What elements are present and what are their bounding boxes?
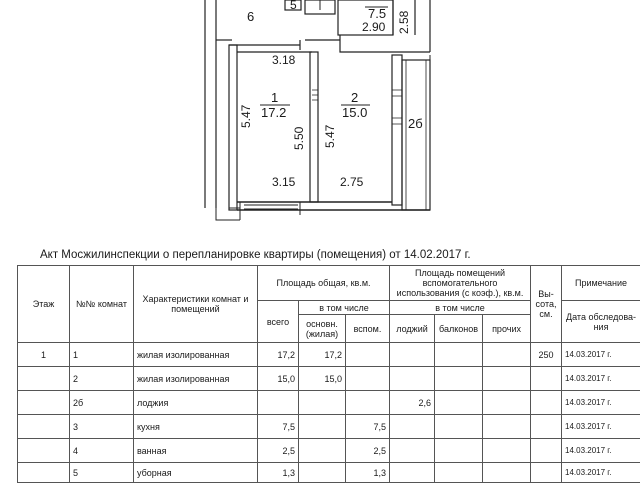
- cell-floor: [18, 439, 70, 463]
- cell-total: 1,3: [258, 463, 299, 483]
- cell-total: 15,0: [258, 367, 299, 391]
- cell-balcony: [435, 415, 483, 439]
- room-2-area: 15.0: [342, 105, 367, 120]
- cell-date: 14.03.2017 г.: [562, 391, 640, 415]
- header-aux-area: Площадь помещений вспомогательного использования (с коэф.), кв.м.: [390, 266, 531, 301]
- cell-aux: 1,3: [346, 463, 390, 483]
- cell-aux: 2,5: [346, 439, 390, 463]
- table-row: [18, 415, 640, 439]
- cell-room-no: 4: [70, 439, 134, 463]
- dim-room1-right: 5.50: [292, 126, 306, 150]
- cell-desc: жилая изолированная: [134, 343, 258, 367]
- cell-total: 2,5: [258, 439, 299, 463]
- cell-date: 14.03.2017 г.: [562, 415, 640, 439]
- cell-floor: [18, 415, 70, 439]
- cell-aux: [346, 343, 390, 367]
- table-row: [18, 391, 640, 415]
- cell-desc: уборная: [134, 463, 258, 483]
- cell-other: [483, 343, 531, 367]
- table-row: [18, 367, 640, 391]
- cell-room-no: 1: [70, 343, 134, 367]
- dim-kitchen-side: 2.58: [397, 10, 411, 34]
- room-2-number: 2: [351, 90, 358, 105]
- cell-height: [531, 415, 562, 439]
- cell-aux: [346, 391, 390, 415]
- header-note: Примечание: [562, 266, 640, 301]
- header-total: всего: [258, 301, 299, 343]
- cell-balcony: [435, 391, 483, 415]
- cell-height: [531, 391, 562, 415]
- cell-floor: [18, 367, 70, 391]
- cell-main: [299, 391, 346, 415]
- cell-loggia: [390, 439, 435, 463]
- rooms-table: [17, 265, 640, 483]
- cell-main: [299, 439, 346, 463]
- dim-room1-bottom: 3.15: [272, 175, 296, 189]
- cell-loggia: 2,6: [390, 391, 435, 415]
- dim-room2-bottom: 2.75: [340, 175, 364, 189]
- cell-other: [483, 415, 531, 439]
- cell-loggia: [390, 415, 435, 439]
- cell-desc: лоджия: [134, 391, 258, 415]
- cell-aux: 7,5: [346, 415, 390, 439]
- header-floor: Этаж: [18, 266, 70, 343]
- cell-height: 250: [531, 343, 562, 367]
- cell-loggia: [390, 367, 435, 391]
- table-row: [18, 343, 640, 367]
- cell-balcony: [435, 439, 483, 463]
- cell-desc: кухня: [134, 415, 258, 439]
- cell-main: 15,0: [299, 367, 346, 391]
- cell-total: [258, 391, 299, 415]
- cell-balcony: [435, 343, 483, 367]
- cell-other: [483, 367, 531, 391]
- header-balcony: балконов: [435, 315, 483, 343]
- cell-height: [531, 367, 562, 391]
- header-characteristics: Характеристики комнат и помещений: [134, 266, 258, 343]
- header-total-area: Площадь общая, кв.м.: [258, 266, 390, 301]
- room-1-area: 17.2: [261, 105, 286, 120]
- header-loggia: лоджий: [390, 315, 435, 343]
- room-5-label: 5: [290, 0, 297, 12]
- header-aux: вспом.: [346, 315, 390, 343]
- header-height: Вы- сота, см.: [531, 266, 562, 343]
- header-survey-date: Дата обследова- ния: [562, 301, 640, 343]
- cell-total: 17,2: [258, 343, 299, 367]
- cell-date: 14.03.2017 г.: [562, 439, 640, 463]
- cell-aux: [346, 367, 390, 391]
- cell-date: 14.03.2017 г.: [562, 343, 640, 367]
- cell-main: 17,2: [299, 343, 346, 367]
- cell-room-no: 3: [70, 415, 134, 439]
- cell-date: 14.03.2017 г.: [562, 463, 640, 483]
- cell-other: [483, 439, 531, 463]
- table-row: [18, 439, 640, 463]
- header-main-living: основн. (жилая): [299, 315, 346, 343]
- room-3-area: 7.5: [368, 6, 386, 21]
- cell-height: [531, 439, 562, 463]
- cell-desc: жилая изолированная: [134, 367, 258, 391]
- cell-room-no: 2б: [70, 391, 134, 415]
- room-1-number: 1: [271, 90, 278, 105]
- dim-kitchen-bottom: 2.90: [362, 20, 386, 34]
- cell-desc: ванная: [134, 439, 258, 463]
- document-caption: Акт Мосжилинспекции о перепланировке квартиры (помещения) от 14.02.2017 г.: [40, 249, 471, 261]
- room-6-label: 6: [247, 9, 254, 24]
- header-other: прочих: [483, 315, 531, 343]
- dim-room2-left: 5.47: [323, 124, 337, 148]
- cell-floor: 1: [18, 343, 70, 367]
- header-incl-1: в том числе: [299, 301, 390, 315]
- cell-other: [483, 391, 531, 415]
- cell-floor: [18, 391, 70, 415]
- cell-main: [299, 415, 346, 439]
- cell-total: 7,5: [258, 415, 299, 439]
- cell-room-no: 5: [70, 463, 134, 483]
- dim-room1-left: 5.47: [239, 104, 253, 128]
- cell-date: 14.03.2017 г.: [562, 367, 640, 391]
- dim-room1-top: 3.18: [272, 53, 296, 67]
- header-room-no: №№ комнат: [70, 266, 134, 343]
- room-2b-label: 2б: [408, 116, 423, 131]
- cell-room-no: 2: [70, 367, 134, 391]
- header-incl-2: в том числе: [390, 301, 531, 315]
- cell-balcony: [435, 367, 483, 391]
- floor-plan: [0, 0, 640, 232]
- cell-loggia: [390, 343, 435, 367]
